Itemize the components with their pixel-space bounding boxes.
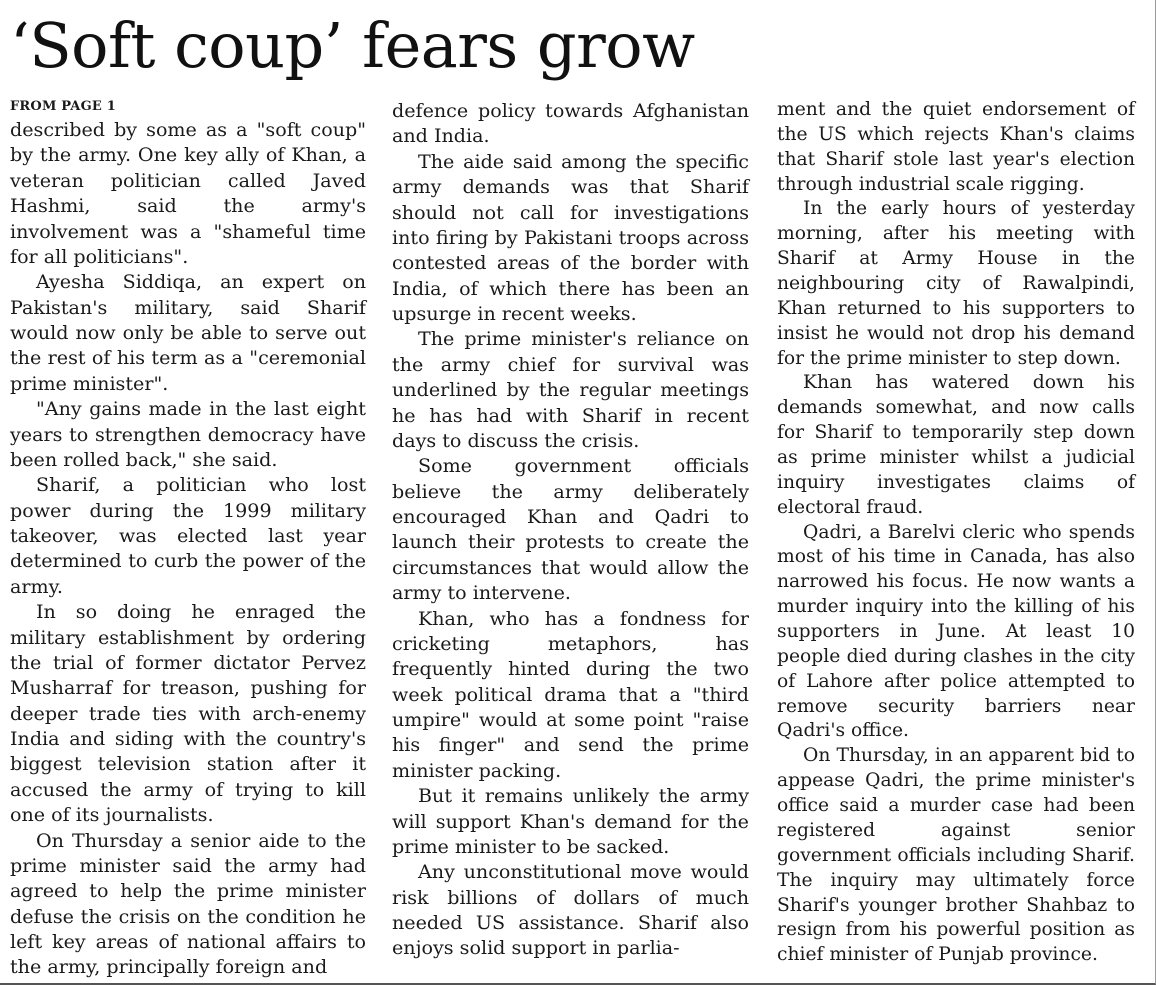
paragraph: ment and the quiet endorsement of the US which rejects Khan's claims that Sharif stole last year's election through industrial scale rigging.	[777, 99, 1135, 195]
paragraph: On Thursday, in an apparent bid to appease Qadri, the prime minister's office said a murder case had been registered against senior government officials including Sharif. The inquiry may ultimately force Sharif's younger brother Shahbaz to resign from his powerful position as chief minister of Punjab province.	[777, 745, 1135, 966]
paragraph: In so doing he enraged the military establishment by ordering the trial of former dictator Pervez Musharraf for treason, pushing for deeper trade ties with arch-enemy India and siding with the country's biggest television station after it accused the army of trying to kill one of its journalists.	[10, 600, 366, 827]
paragraph: Khan has watered down his demands somewhat, and now calls for Sharif to temporarily step down as prime minister whilst a judicial inquiry investigates claims of electoral fraud.	[777, 372, 1135, 518]
article-column-2	[392, 98, 749, 961]
paragraph: The prime minister's reliance on the army chief for survival was underlined by the regular meetings he has had with Sharif in recent days to discuss the crisis.	[392, 327, 749, 452]
paragraph: Qadri, a Barelvi cleric who spends most of his time in Canada, has also narrowed his focus. He now wants a murder inquiry into the killing of his supporters in June. At least 10 people died during clashes in the city of Lahore after police attempted to remove security barriers near Qadri's office.	[777, 521, 1135, 742]
paragraph: But it remains unlikely the army will support Khan's demand for the prime minister to be sacked.	[392, 784, 749, 858]
paragraph: Sharif, a politician who lost power during the 1999 military takeover, was elected last year determined to curb the power of the army.	[10, 473, 366, 598]
paragraph: Some government officials believe the army deliberately encouraged Khan and Qadri to launch their protests to create the circumstances that would allow the army to intervene.	[392, 454, 749, 605]
paragraph: The aide said among the specific army demands was that Sharif should not call for investigations into firing by Pakistani troops across contested areas of the border with India, of which there has been an upsurge in recent weeks.	[392, 149, 749, 325]
paragraph: Ayesha Siddiqa, an expert on Pakistan's military, said Sharif would now only be able to serve out the rest of his term as a "ceremonial prime minister".	[10, 270, 366, 395]
article-column-3	[777, 98, 1135, 968]
paragraph: "Any gains made in the last eight years to strengthen democracy have been rolled back," she said.	[10, 397, 366, 471]
continuation-kicker: FROM PAGE 1	[10, 99, 116, 114]
paragraph: Any unconstitutional move would risk billions of dollars of much needed US assistance. Sharif also enjoys solid support in parlia-	[392, 860, 749, 960]
article-column-1	[10, 98, 366, 980]
headline: ‘Soft coup’ fears grow	[10, 9, 695, 82]
paragraph: Khan, who has a fondness for cricketing metaphors, has frequently hinted during the two week political drama that a "third umpire" would at some point "raise his finger" and send the prime minister packing.	[392, 606, 749, 782]
paragraph: On Thursday a senior aide to the prime minister said the army had agreed to help the prime minister defuse the crisis on the condition he left key areas of national affairs to the army, principally foreign and	[10, 828, 366, 979]
paragraph: In the early hours of yesterday morning, after his meeting with Sharif at Army House in the neighbouring city of Rawalpindi, Khan returned to his supporters to insist he would not drop his demand for the prime minister to step down.	[777, 198, 1135, 369]
paragraph: defence policy towards Afghanistan and India.	[392, 99, 749, 148]
paragraph: described by some as a "soft coup" by the army. One key ally of Khan, a veteran politician called Javed Hashmi, said the army's involvement was a "shameful time for all politicians".	[10, 118, 366, 268]
